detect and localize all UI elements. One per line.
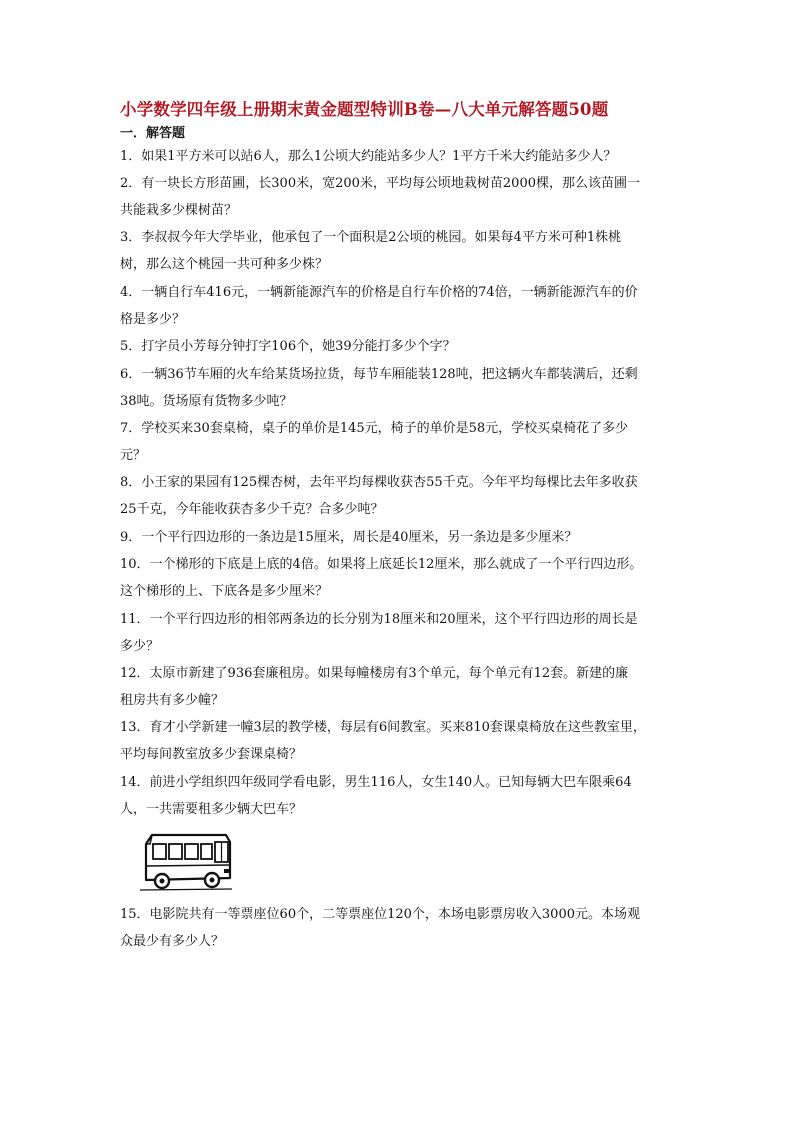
question-line: 租房共有多少幢？ — [120, 693, 225, 708]
question-11 — [120, 606, 680, 660]
question-line: 8．小王家的果园有125棵杏树，去年平均每棵收获杏55千克。今年平均每棵比去年多收获 — [120, 475, 638, 490]
question-line: 11．一个平行四边形的相邻两条边的长分别为18厘米和20厘米，这个平行四边形的周长是 — [120, 612, 638, 627]
question-line: 格是多少？ — [120, 312, 186, 327]
question-line: 5．打字员小芳每分钟打字106个，她39分能打多少个字？ — [120, 339, 456, 354]
question-9 — [120, 524, 680, 551]
question-line: 6．一辆36节车厢的火车给某货场拉货，每节车厢能装128吨，把这辆火车都装满后，还剩 — [120, 367, 638, 382]
question-line: 4．一辆自行车416元，一辆新能源汽车的价格是自行车价格的74倍，一辆新能源汽车的价 — [120, 285, 638, 300]
question-line: 元？ — [120, 448, 147, 463]
question-line: 这个梯形的上、下底各是多少厘米？ — [120, 584, 329, 599]
question-15 — [120, 901, 680, 955]
question-line: 2．有一块长方形苗圃，长300米，宽200米，平均每公顷地栽树苗2000棵，那么该苗圃一 — [120, 176, 640, 191]
question-line: 25千克，今年能收获杏多少千克？合多少吨？ — [120, 502, 384, 517]
question-line: 12．太原市新建了936套廉租房。如果每幢楼房有3个单元，每个单元有12套。新建的廉 — [120, 666, 629, 681]
question-7 — [120, 415, 680, 469]
question-line: 14．前进小学组织四年级同学看电影，男生116人，女生140人。已知每辆大巴车限乘64 — [120, 775, 632, 790]
section-heading: 一．解答题 — [120, 126, 186, 141]
question-line: 3．李叔叔今年大学毕业，他承包了一个面积是2公顷的桃园。如果每4平方米可种1株桃 — [120, 230, 622, 245]
question-3 — [120, 224, 680, 278]
bus-icon — [138, 832, 234, 894]
question-14 — [120, 769, 680, 823]
question-line: 1．如果1平方米可以站6人，那么1公顷大约能站多少人？1平方千米大约能站多少人？ — [120, 149, 617, 164]
question-1 — [120, 143, 680, 170]
question-line: 平均每间教室放多少套课桌椅？ — [120, 747, 303, 762]
question-2 — [120, 170, 680, 224]
question-4 — [120, 279, 680, 333]
question-5 — [120, 333, 680, 360]
question-6 — [120, 361, 680, 415]
question-line: 38吨。货场原有货物多少吨？ — [120, 394, 293, 409]
question-line: 7．学校买来30套桌椅，桌子的单价是145元，椅子的单价是58元，学校买桌椅花了多少 — [120, 421, 629, 436]
question-line: 多少？ — [120, 639, 160, 654]
question-10 — [120, 551, 680, 605]
question-line: 树，那么这个桃园一共可种多少株？ — [120, 257, 329, 272]
question-line: 9．一个平行四边形的一条边是15厘米，周长是40厘米，另一条边是多少厘米？ — [120, 530, 578, 545]
question-line: 共能栽多少棵树苗？ — [120, 203, 238, 218]
document-title: 小学数学四年级上册期末黄金题型特训B卷—八大单元解答题50题 — [120, 100, 609, 119]
question-12 — [120, 660, 680, 714]
question-line: 13．育才小学新建一幢3层的教学楼，每层有6间教室。买来810套课桌椅放在这些教室里， — [120, 720, 646, 735]
question-line: 15．电影院共有一等票座位60个，二等票座位120个，本场电影票房收入3000元。本场观 — [120, 907, 640, 922]
question-line: 人，一共需要租多少辆大巴车？ — [120, 802, 303, 817]
question-13 — [120, 714, 680, 768]
question-8 — [120, 469, 680, 523]
question-line: 10．一个梯形的下底是上底的4倍。如果将上底延长12厘米，那么就成了一个平行四边形。 — [120, 557, 643, 572]
question-line: 众最少有多少人？ — [120, 934, 225, 949]
